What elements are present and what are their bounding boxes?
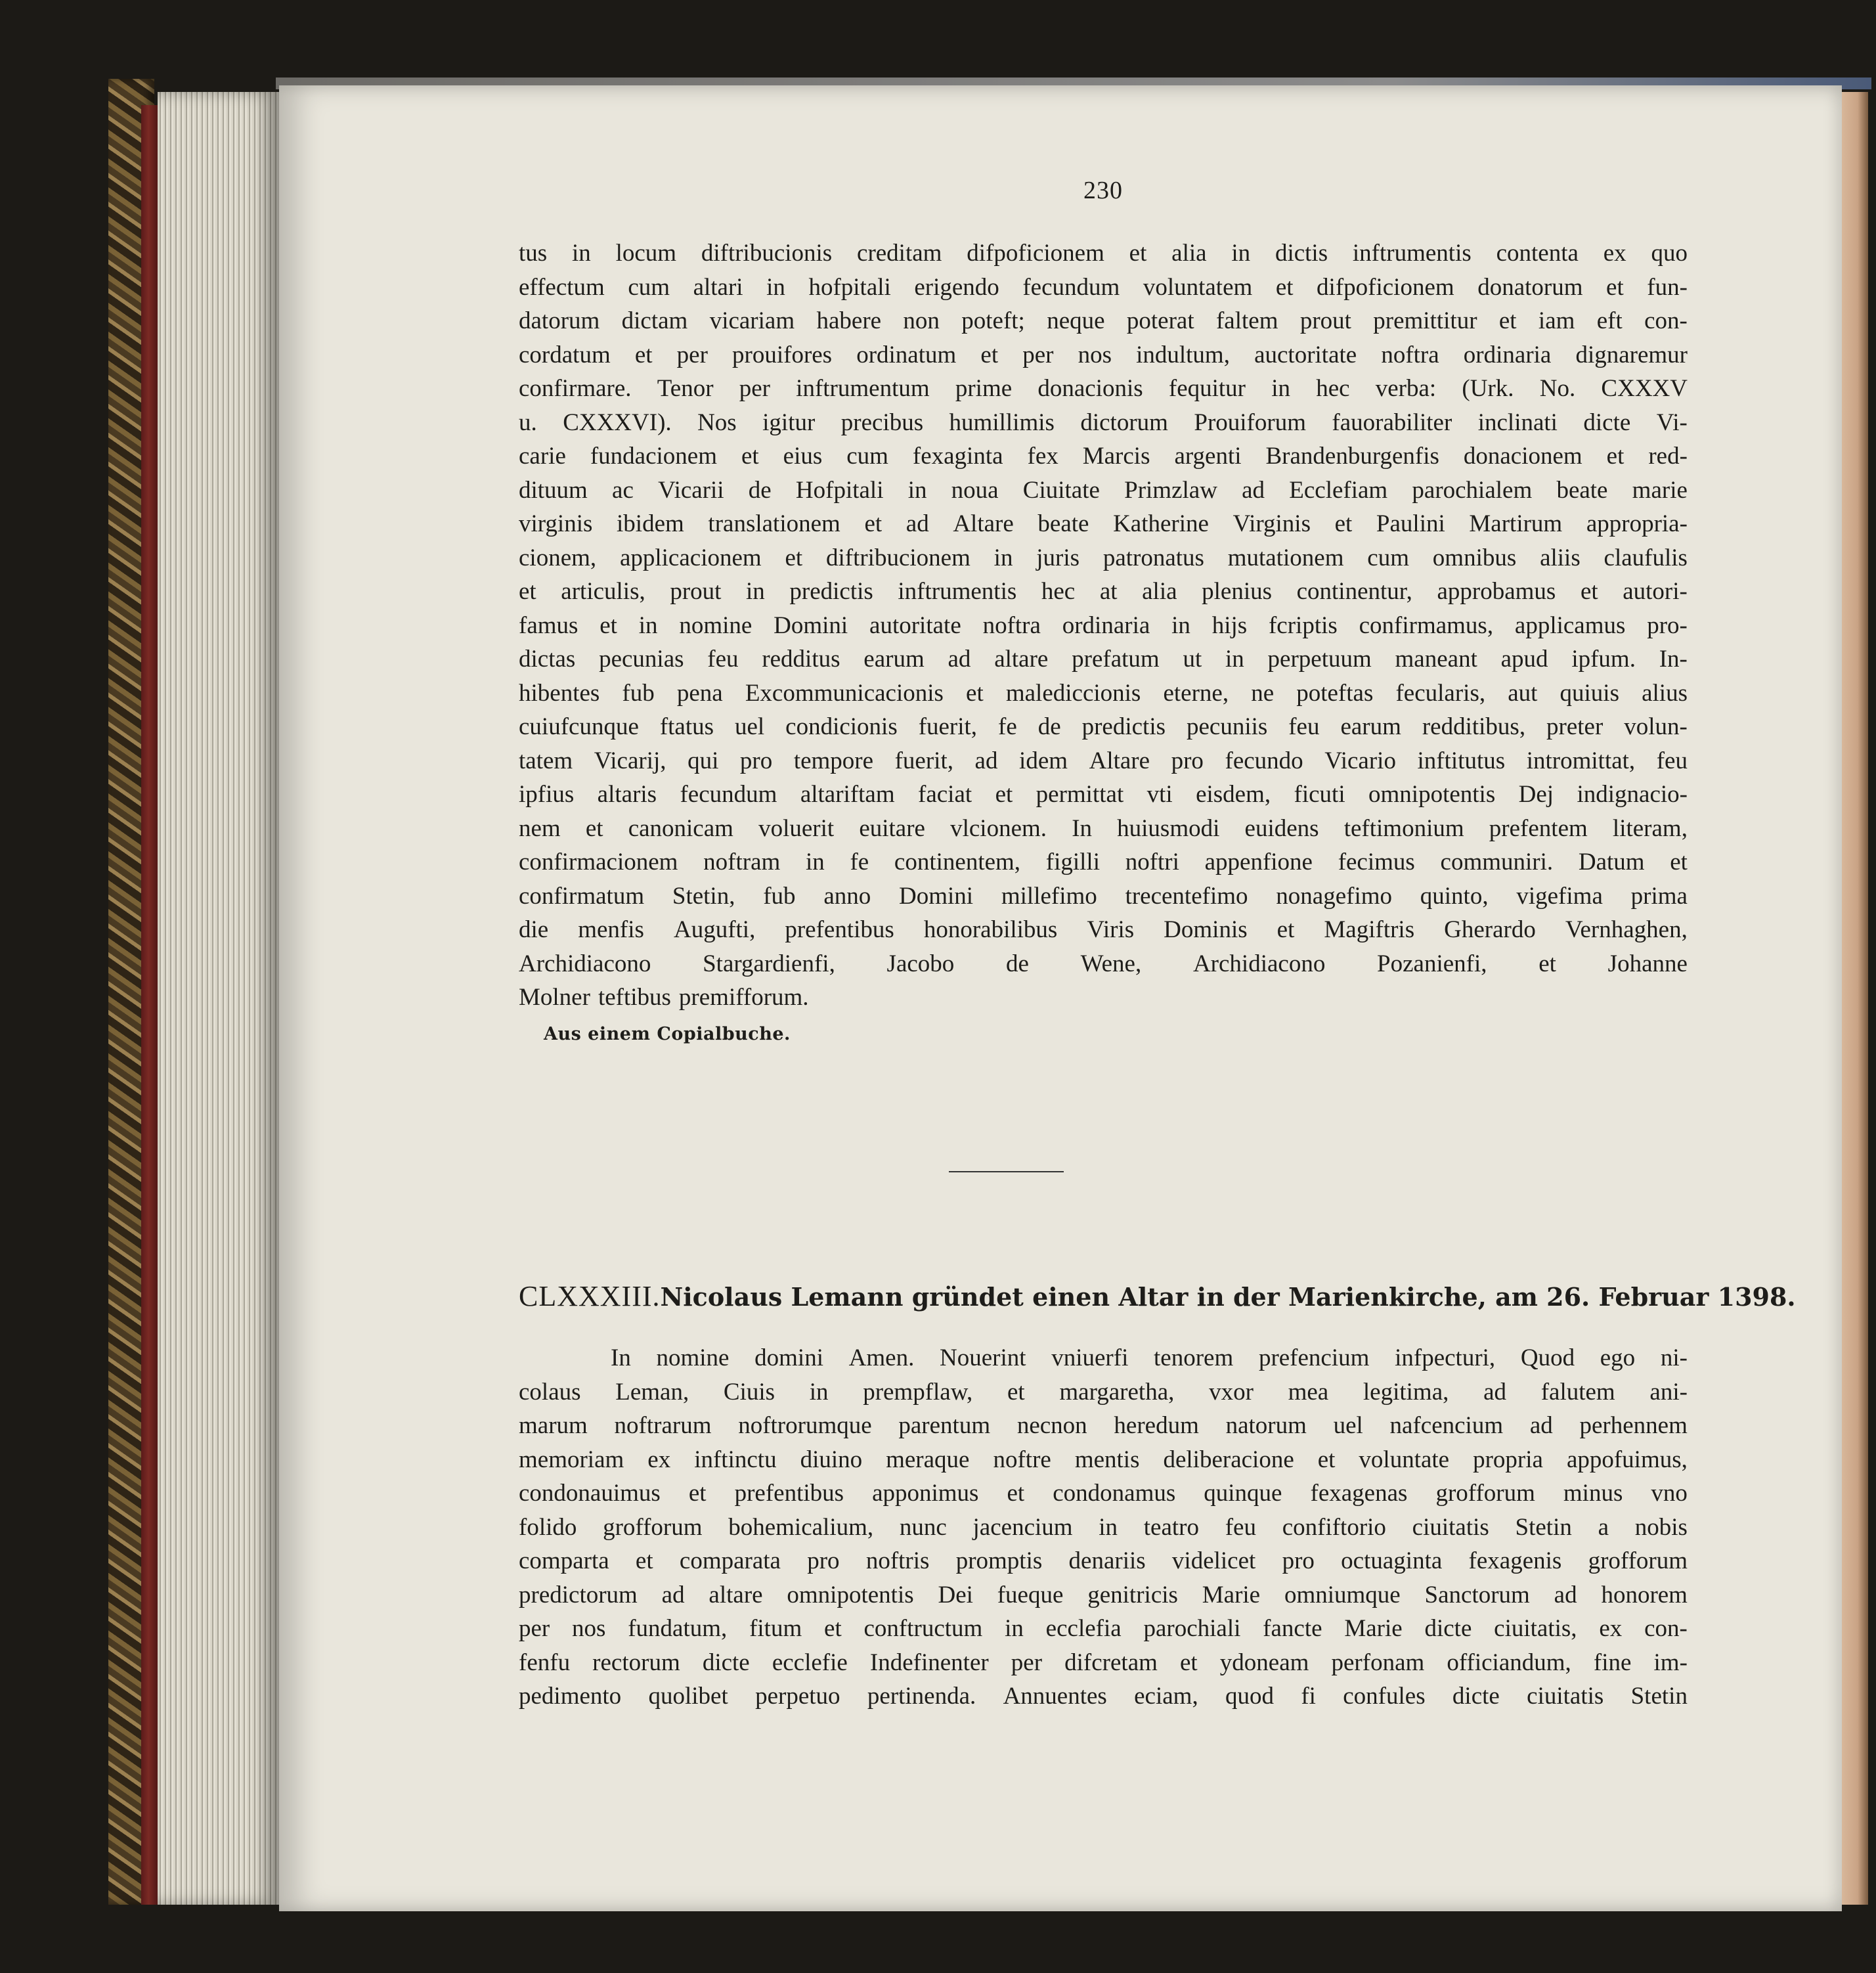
text-line: In nomine domini Amen. Nouerint vniuerfi tenorem prefencium infpecturi, Quod ego ni- [611,1344,1688,1371]
text-line: predictorum ad altare omnipotentis Dei fueque genitricis Marie omniumque Sanctorum ad honorem [519,1581,1688,1608]
text-line: ipfius altaris fecundum altariftam faciat et permittat vti eisdem, ficuti omnipotentis Dej indignacio- [519,781,1688,808]
document-heading [519,1279,1796,1313]
text-line: nem et canonicam voluerit euitare vlcionem. In huiusmodi euidens teftimonium prefentem literam, [519,814,1688,842]
text-line: per nos fundatum, fitum et conftructum in ecclefia parochiali fancte Marie dicte ciuitatis, ex con- [519,1615,1688,1642]
source-note: Aus einem Copialbuche. [544,1023,791,1044]
text-line: datorum dictam vicariam habere non poteft; neque poterat faltem prout premittitur et iam eft con- [519,307,1688,334]
text-line: tatem Vicarij, qui pro tempore fuerit, ad idem Altare pro fecundo Vicario inftitutus intromittat, feu [519,747,1688,774]
text-line: comparta et comparata pro noftris promptis denariis videlicet pro octuaginta fexagenis grofforum [519,1547,1688,1574]
text-line: Molner teftibus premifforum. [519,984,809,1011]
document-number: CLXXXIII. [519,1280,661,1312]
text-line: dituum ac Vicarii de Hofpitali in noua Ciuitate Primzlaw ad Ecclefiam parochialem beate marie [519,476,1688,504]
text-line: tus in locum diftribucionis creditam difpoficionem et alia in dictis inftrumentis contenta ex quo [519,240,1688,267]
book-spine [141,105,160,1905]
page-edges [158,92,279,1905]
text-line: hibentes fub pena Excommunicacionis et malediccionis eterne, ne poteftas fecularis, aut quiuis alius [519,679,1688,707]
text-line: fenfu rectorum dicte ecclefie Indefinenter per difcretam et ydoneam perfonam officiandum, fine im- [519,1649,1688,1676]
text-line: folido grofforum bohemicalium, nunc jacencium in teatro feu confiftorio ciuitatis Stetin a nobis [519,1513,1688,1541]
text-line: u. CXXXVI). Nos igitur precibus humillimis dictorum Prouiforum fauorabiliter inclinati dicte Vi- [519,409,1688,436]
text-line: famus et in nomine Domini autoritate noftra ordinaria in hijs fcriptis confirmamus, applicamus pro- [519,611,1688,639]
text-line: colaus Leman, Ciuis in prempflaw, et margaretha, vxor mea legitima, ad falutem ani- [519,1378,1688,1406]
text-line: confirmatum Stetin, fub anno Domini millefimo trecentefimo nonagefimo quinto, vigefima prima [519,882,1688,910]
document-title: Nicolaus Lemann gründet einen Altar in der Marienkirche, am 26. Februar 1398. [660,1282,1796,1312]
text-line: condonauimus et prefentibus apponimus et condonamus quinque fexagenas grofforum minus vno [519,1480,1688,1507]
text-line: pedimento quolibet perpetuo pertinenda. Annuentes eciam, quod fi confules dicte ciuitatis Stetin [519,1683,1688,1710]
text-line: dictas pecunias feu redditus earum ad altare prefatum ut in perpetuum maneant apud ipfum. In- [519,646,1688,673]
text-line: cionem, applicacionem et diftribucionem in juris patronatus mutationem cum omnibus aliis claufulis [519,544,1688,571]
text-line: et articulis, prout in predictis inftrumentis hec at alia plenius continentur, approbamus et autori- [519,578,1688,605]
page-number: 230 [1083,177,1123,204]
text-line: cuiufcunque ftatus uel condicionis fuerit, fe de predictis pecuniis feu earum redditibus, preter volun- [519,713,1688,740]
text-line: cordatum et per prouifores ordinatum et per nos indultum, auctoritate noftra ordinaria dignaremur [519,341,1688,368]
text-line: effectum cum altari in hofpitali erigendo fecundum voluntatem et difpoficionem donatorum et fun- [519,273,1688,301]
text-line: carie fundacionem et eius cum fexaginta fex Marcis argenti Brandenburgenfis donacionem et red- [519,443,1688,470]
facing-page-edge [1842,92,1868,1905]
text-line: marum noftrarum noftrorumque parentum necnon heredum natorum uel nafcencium ad perhennem [519,1412,1688,1439]
text-line: virginis ibidem translationem et ad Altare beate Katherine Virginis et Paulini Martirum appropria- [519,510,1688,537]
text-line: memoriam ex inftinctu diuino meraque noftre mentis deliberacione et voluntate propria appofuimus, [519,1446,1688,1473]
text-line: Archidiacono Stargardienfi, Jacobo de Wene, Archidiacono Pozanienfi, et Johanne [519,950,1688,977]
section-separator [949,1171,1064,1172]
charter-text-new [519,1341,1688,1714]
charter-text-continued [519,236,1688,1044]
text-line: confirmare. Tenor per inftrumentum prime donacionis fequitur in hec verba: (Urk. No. CXXXV [519,375,1688,402]
text-line: die menfis Augufti, prefentibus honorabilibus Viris Dominis et Magiftris Gherardo Vernhaghen, [519,916,1688,943]
text-line: confirmacionem noftram in fe continentem, figilli noftri appenfione fecimus communiri. Datum et [519,849,1688,876]
